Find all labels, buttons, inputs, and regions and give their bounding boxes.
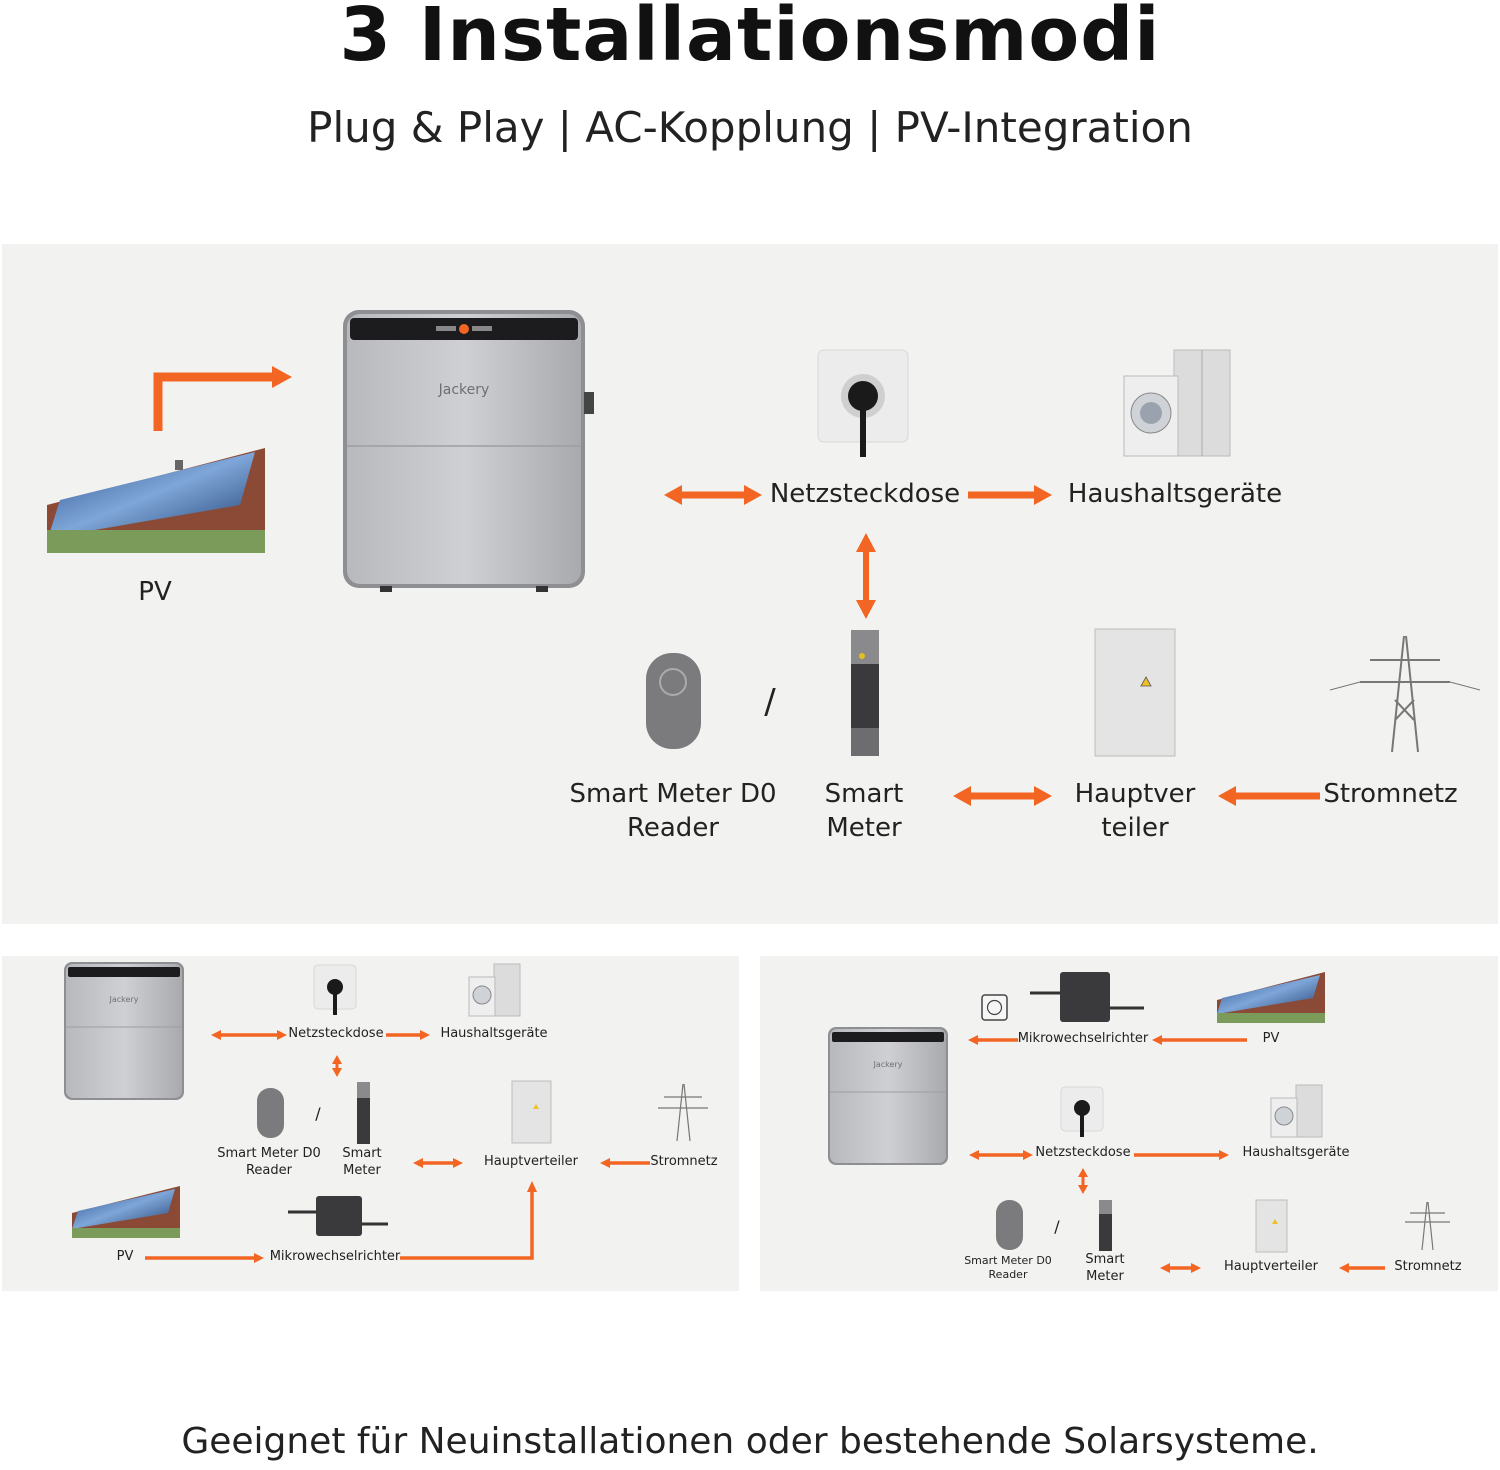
pvint-distribution-cabinet-icon xyxy=(1256,1200,1287,1252)
ac-arrow-battery-socket xyxy=(211,1030,287,1040)
ac-battery-unit-icon xyxy=(64,962,184,1100)
pvint-battery-brand-label: Jackery xyxy=(873,1060,903,1069)
ac-microinverter-icon xyxy=(288,1196,388,1236)
ac-meter-label xyxy=(332,1146,392,1180)
battery-unit-icon xyxy=(343,310,594,592)
distribution-label xyxy=(1060,778,1210,846)
arrow-pv-to-battery xyxy=(158,366,292,431)
pvint-smart-meter-reader-icon xyxy=(996,1200,1023,1250)
distribution-cabinet-icon xyxy=(1095,629,1175,756)
pvint-arrow-battery-socket xyxy=(969,1150,1033,1160)
ac-arrow-grid-distribution xyxy=(600,1158,650,1168)
arrow-grid-distribution xyxy=(1218,786,1320,806)
distribution-label-line2: teiler xyxy=(1101,812,1169,843)
page-subtitle: Plug & Play | AC-Kopplung | PV-Integration xyxy=(307,103,1193,152)
pvint-household-appliances-icon xyxy=(1271,1085,1322,1137)
ac-socket-label: Netzsteckdose xyxy=(288,1026,384,1041)
pvint-reader-label-line1: Smart Meter D0 xyxy=(964,1254,1052,1267)
ac-arrow-socket-appliances xyxy=(386,1030,430,1040)
ac-smart-meter-icon xyxy=(357,1082,370,1144)
smart-meter-icon xyxy=(851,630,879,756)
pvint-power-socket-icon xyxy=(1061,1087,1103,1137)
ac-battery-brand-label: Jackery xyxy=(109,995,139,1004)
pvint-solar-roof-icon xyxy=(1217,972,1325,1023)
arrow-socket-appliances xyxy=(968,485,1052,505)
meter-label-line1: Smart xyxy=(824,779,904,809)
ac-grid-label: Stromnetz xyxy=(650,1154,718,1169)
pvint-reader-label xyxy=(958,1254,1058,1283)
page-title: 3 Installationsmodi xyxy=(339,0,1161,78)
ac-reader-label-line2: Reader xyxy=(245,1162,292,1178)
ac-inverter-label: Mikrowechselrichter xyxy=(269,1249,401,1264)
pvint-grid-label: Stromnetz xyxy=(1394,1259,1462,1274)
pvint-meter-label-line1: Smart xyxy=(1085,1252,1125,1267)
ac-pv-label: PV xyxy=(116,1249,134,1264)
pvint-distribution-label: Hauptverteiler xyxy=(1223,1259,1319,1274)
ac-power-socket-icon xyxy=(314,965,356,1015)
ac-appliances-label: Haushaltsgeräte xyxy=(440,1026,548,1041)
ac-arrow-meter-distribution xyxy=(413,1158,463,1168)
separator-slash: / xyxy=(764,682,776,722)
ac-smart-meter-reader-icon xyxy=(257,1088,284,1138)
pvint-socket-label: Netzsteckdose xyxy=(1035,1145,1131,1160)
ac-arrow-inverter-distribution xyxy=(400,1181,537,1258)
ac-arrow-socket-meter xyxy=(332,1055,342,1077)
reader-label-line1: Smart Meter D0 xyxy=(569,779,777,809)
reader-label xyxy=(563,778,783,846)
footer-tagline: Geeignet für Neuinstallationen oder bestehende Solarsysteme. xyxy=(181,1421,1319,1462)
pvint-reader-label-line2: Reader xyxy=(988,1268,1028,1282)
pvint-outlet-icon xyxy=(982,995,1007,1020)
smart-meter-reader-icon xyxy=(646,653,701,749)
pv-label: PV xyxy=(138,577,172,607)
ac-reader-label-line1: Smart Meter D0 xyxy=(217,1146,321,1161)
meter-label-line2: Meter xyxy=(826,812,902,843)
battery-brand-label: Jackery xyxy=(438,382,490,398)
pvint-arrow-socket-appliances xyxy=(1134,1150,1229,1160)
pvint-meter-label-line2: Meter xyxy=(1086,1268,1124,1284)
pvint-arrow-grid-distribution xyxy=(1339,1263,1385,1273)
pvint-arrow-socket-meter xyxy=(1078,1168,1088,1194)
pvint-meter-label xyxy=(1075,1252,1135,1286)
pvint-pv-label: PV xyxy=(1262,1031,1280,1046)
pvint-power-pylon-icon xyxy=(1405,1202,1450,1250)
pvint-separator-slash: / xyxy=(1054,1217,1060,1236)
socket-label: Netzsteckdose xyxy=(769,479,961,509)
ac-distribution-cabinet-icon xyxy=(512,1081,551,1143)
ac-power-pylon-icon xyxy=(658,1084,708,1141)
ac-distribution-label: Hauptverteiler xyxy=(483,1154,579,1169)
distribution-label-line1: Hauptver xyxy=(1074,779,1196,809)
ac-arrow-pv-inverter xyxy=(145,1253,264,1263)
reader-label-line2: Reader xyxy=(626,812,719,843)
meter-label xyxy=(804,778,924,846)
appliances-label: Haushaltsgeräte xyxy=(1067,479,1283,509)
ac-separator-slash: / xyxy=(315,1104,321,1123)
ac-meter-label-line1: Smart xyxy=(342,1146,382,1161)
power-pylon-icon xyxy=(1330,636,1480,752)
household-appliances-icon xyxy=(1124,350,1230,456)
grid-label: Stromnetz xyxy=(1323,779,1458,809)
pvint-smart-meter-icon xyxy=(1099,1200,1112,1251)
pvint-battery-unit-icon xyxy=(828,1027,948,1165)
ac-meter-label-line2: Meter xyxy=(343,1162,381,1178)
pvint-arrow-pv-inverter xyxy=(1152,1035,1247,1045)
ac-solar-roof-icon xyxy=(72,1186,180,1238)
solar-roof-icon xyxy=(47,448,265,553)
arrow-meter-distribution xyxy=(953,786,1052,806)
ac-reader-label xyxy=(214,1146,324,1180)
pvint-arrow-meter-distribution xyxy=(1160,1263,1201,1273)
pvint-arrow-inverter-battery xyxy=(968,1035,1018,1045)
arrow-socket-meter xyxy=(856,533,876,619)
power-socket-icon xyxy=(818,350,908,457)
pvint-inverter-label: Mikrowechselrichter xyxy=(1017,1031,1149,1046)
arrow-battery-socket xyxy=(664,485,762,505)
ac-household-appliances-icon xyxy=(469,964,520,1016)
pvint-microinverter-icon xyxy=(1030,972,1144,1022)
pvint-appliances-label: Haushaltsgeräte xyxy=(1242,1145,1350,1160)
